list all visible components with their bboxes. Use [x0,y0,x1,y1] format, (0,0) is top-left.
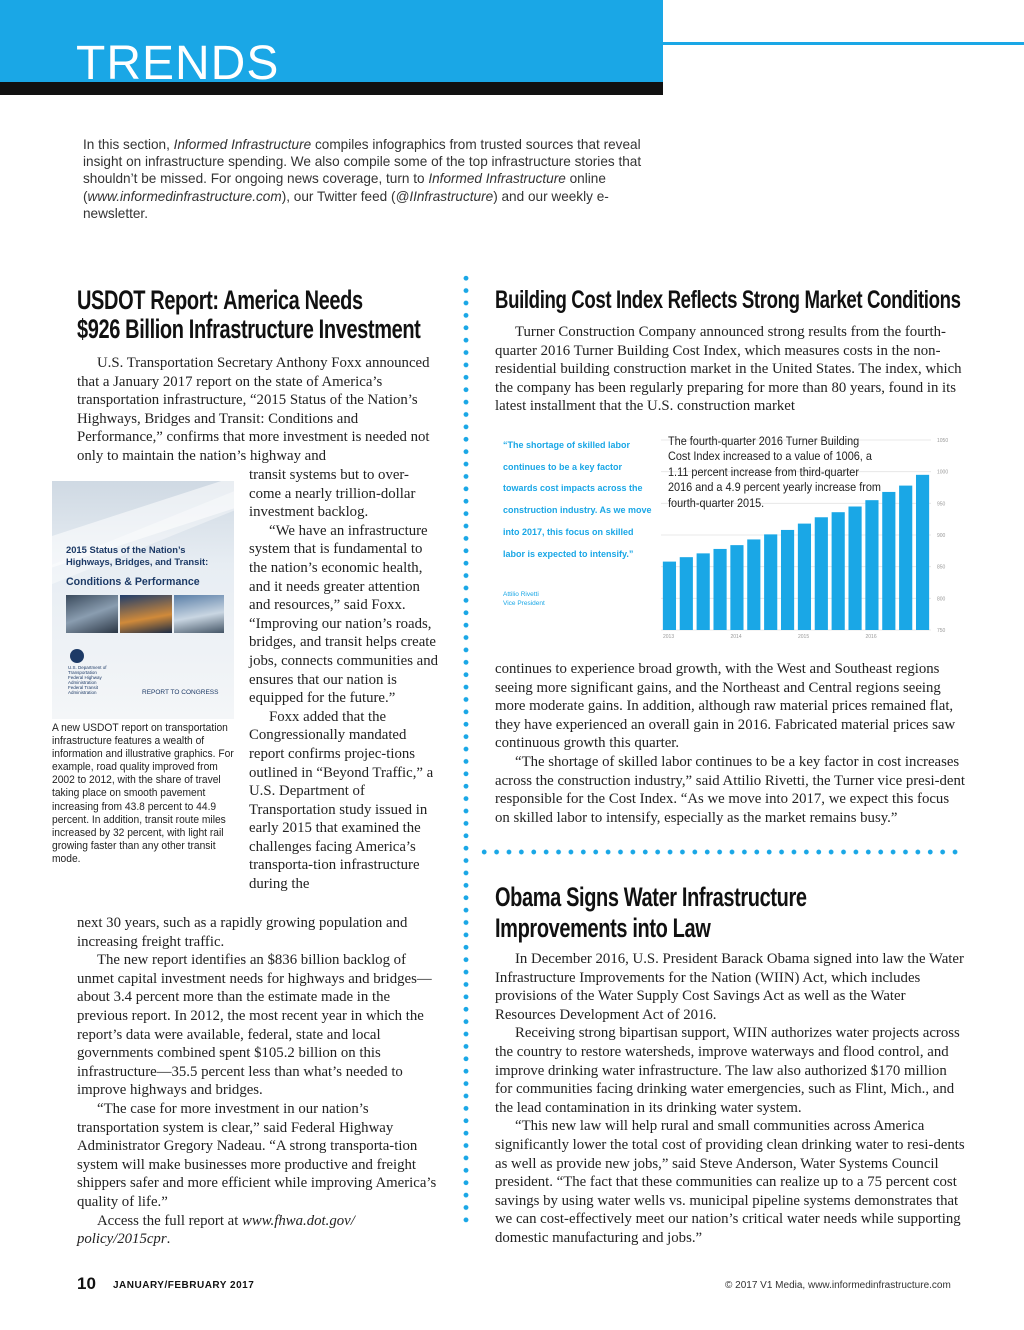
bar-2013-q1 [663,562,676,630]
x-tick-label: 2013 [663,634,675,640]
usdot-paragraph-4: The new report identifies an $836 billion backlog of unmet capital investment needs for highways and bridges—about 3.4 percent more than the estimate made in the previous report. In 2012, the most recent year in which the report’s data were available, federal, state and local governments combined spent $105.2 billion on this infrastructure—35.5 percent less than what’s needed to improve highways and bridges. [77,952,432,1099]
bar-2014-q1 [730,545,743,630]
x-tick-label: 2016 [865,634,877,640]
y-tick-label: 1000 [937,469,949,476]
bar-2015-q2 [815,517,828,630]
cover-agencies: U.S. Department of Transportation Federal Highway Administration Federal Transit Administration [68,665,107,695]
x-tick-label: 2015 [798,634,810,640]
bar-2015-q1 [798,524,811,630]
page-number: 10 [77,1274,96,1293]
x-tick-label: 2014 [730,634,742,640]
usdot-paragraph-3a: Foxx added that the Congressionally mandated report confirms projec-tions outlined in “Beyond Traffic,” a U.S. Department of Transportation study issued in early 2015 that examined the challenges facing America’s transporta-tion infrastructure during the [249,708,434,893]
bar-2016-q2 [882,492,895,630]
usdot-paragraph-3b: next 30 years, such as a rapidly growing population and increasing freight traffic. [77,915,408,950]
wiin-paragraph-1: In December 2016, U.S. President Barack Obama signed into law the Water Infrastructure Improvements for the Nation (WIIN) Act, which includes provisions of the Water Supply Cost Savings Act as well as the Water Resources Development Act of 2016. [495,951,964,1023]
usdot-body-bottom [77,914,439,1249]
usdot-paragraph-1b: transit systems but to over-come a nearly trillion-dollar investment backlog. [249,467,416,521]
bar-2015-q4 [848,507,861,631]
chart-pull-quote: “The shortage of skilled labor continues to be a key factor towards cost impacts across the construction industry. As we move into 2017, this focus on skilled labor is expected to intensify.” [503,440,652,559]
y-tick-label: 850 [937,564,946,571]
chart-annotation: The fourth-quarter 2016 Turner Building Cost Index increased to a value of 1006, a 1.11 percent increase from third-quarter 2016 and a 4.9 percent yearly increase from fourth-quarter 2015. [668,434,881,510]
intro-paragraph: In this section, Informed Infrastructure compiles infographics from trusted sources that reveal insight on infrastructure spending. We also compile some of the top infrastructure stories that shouldn’t be missed. For ongoing news coverage, turn to Informed Infrastructure online (www.informedinfrastructure.com), our Twitter feed (@IInfrastructure) and our weekly e-newsletter. [83,137,642,221]
bar-2014-q3 [764,534,777,630]
bar-2016-q1 [865,500,878,630]
usdot-paragraph-5: “The case for more investment in our nation’s transportation system is clear,” said Federal Highway Administrator Gregory Nadeau. “A strong transporta-tion system will make businesses more productive and freight shippers safer and more efficient while improving America’s quality of life.” [77,1100,437,1210]
column-divider-dots [462,272,470,1224]
bar-2014-q4 [781,530,794,630]
y-tick-label: 750 [937,628,946,634]
turner-paragraph-2: continues to experience broad growth, with the West and Southeast regions seeing more significant gains, and the Northeast and Central regions seeing more moderate gains. In addition, although raw material prices remained flat, they have experienced an overall gain in 2016. Fabricated material prices saw continuous growth this quarter. [495,661,956,752]
issue-date: JANUARY/FEBRUARY 2017 [113,1280,255,1291]
twitter-handle[interactable]: @IInfrastructure [395,188,494,204]
wiin-paragraph-2: Receiving strong bipartisan support, WIIN authorizes water projects across the country to restore watersheds, improve waterways and flood control, and improve drinking water infrastructure. The law also authorized $170 million for communities facing drinking water emergencies, such as Flint, Mich., and the lead contamination in its drinking water system. [495,1025,960,1116]
usdot-headline: USDOT Report: America Needs $926 Billion Infrastructure Investment [77,285,421,344]
turner-paragraph-1: Turner Construction Company announced strong results from the fourth-quarter 2016 Turner Building Cost Index, which measures costs in the non-residential building construction market in the United States. The index, which the company has been regularly preparing for more than 80 years, found in its latest installment that the U.S. construction market [495,324,962,415]
section-title: TRENDS [76,37,280,90]
bar-2014-q2 [747,539,760,630]
y-tick-label: 1050 [937,438,949,444]
cover-title: 2015 Status of the Nation’s Highways, Bridges, and Transit: [66,544,209,567]
copyright: © 2017 V1 Media, www.informedinfrastructure.com [725,1280,951,1291]
wiin-body [495,950,965,1248]
turner-paragraph-3: “The shortage of skilled labor continues to be a key factor in cost increases across the construction industry,” said Attilio Rivetti, the Turner vice presi-dent responsible for the Cost Index. “As we move into 2017, we expect this focus on skilled labor to intensify, especially as the market remains busy.” [495,753,965,826]
website-link[interactable]: www.informedinfrastructure.com [87,188,282,204]
bar-2016-q3 [899,486,912,630]
turner-body-top [495,323,965,416]
fhwa-report-link[interactable]: www.fhwa.dot.gov/ policy/2015cpr [77,1212,355,1248]
dot-seal-icon [70,649,84,663]
bar-2015-q3 [832,512,845,630]
report-cover-image [52,481,234,719]
cover-report-label: REPORT TO CONGRESS [142,689,219,696]
story-divider-dots [478,848,964,856]
bar-2013-q4 [713,549,726,630]
cover-photo-bus [174,595,224,633]
wiin-paragraph-3: “This new law will help rural and small communities across America significantly lower the total cost of providing clean drinking water to resi-dents as well as provide new jobs,” said Steve Anderson, Water Systems Council president. “The fact that these communities can realize up to a 75 percent cost savings by using water wells vs. municipal pipeline systems demonstrates that we can cost-effectively meet our nation’s critical water needs while supporting domestic manufacturing and jobs.” [495,1118,965,1246]
bar-2013-q2 [680,557,693,630]
y-tick-label: 950 [937,501,946,508]
cover-photo-train [66,595,118,633]
bar-2013-q3 [697,553,710,630]
y-tick-label: 900 [937,533,946,539]
usdot-body-top [77,354,439,466]
usdot-body-narrow [249,466,440,894]
turner-body-bottom [495,660,965,827]
header-accent-line [663,42,1024,45]
usdot-paragraph-1a: U.S. Transportation Secretary Anthony Foxx announced that a January 2017 report on the state of America’s transportation infrastructure, “2015 Status of the Nation’s Highways, Bridges and Transit: Conditions and Performance,” confirms that more investment is needed not only to maintain the nation’s highway and [77,355,430,464]
turner-headline: Building Cost Index Reflects Strong Market Conditions [495,286,961,314]
y-tick-label: 800 [937,596,946,603]
cover-subtitle: Conditions & Performance [66,576,200,588]
usdot-paragraph-6: Access the full report at www.fhwa.dot.gov/ policy/2015cpr. [77,1212,355,1248]
bar-2016-q4 [916,475,929,630]
cover-caption: A new USDOT report on transportation infrastructure features a wealth of information and illustrative graphics. For example, road quality improved from 2002 to 2012, with the share of travel taking place on smooth pavement increasing from 43.8 percent to 44.9 percent. In addition, transit route miles increased by 32 percent, with light rail growing faster than any other transit mode. [52,722,234,865]
usdot-paragraph-2: “We have an infrastructure system that is fundamental to the nation’s economic health, and it needs greater attention and resources,” said Foxx. “Improving our nation’s roads, bridges, and transit helps create jobs, connects communities and ensures that our nation is equipped for the future.” [249,522,439,707]
cover-photo-bridge [120,595,172,633]
wiin-headline: Obama Signs Water Infrastructure Improvements into Law [495,882,807,943]
chart-attribution: Attilio Rivetti Vice President [503,591,545,607]
